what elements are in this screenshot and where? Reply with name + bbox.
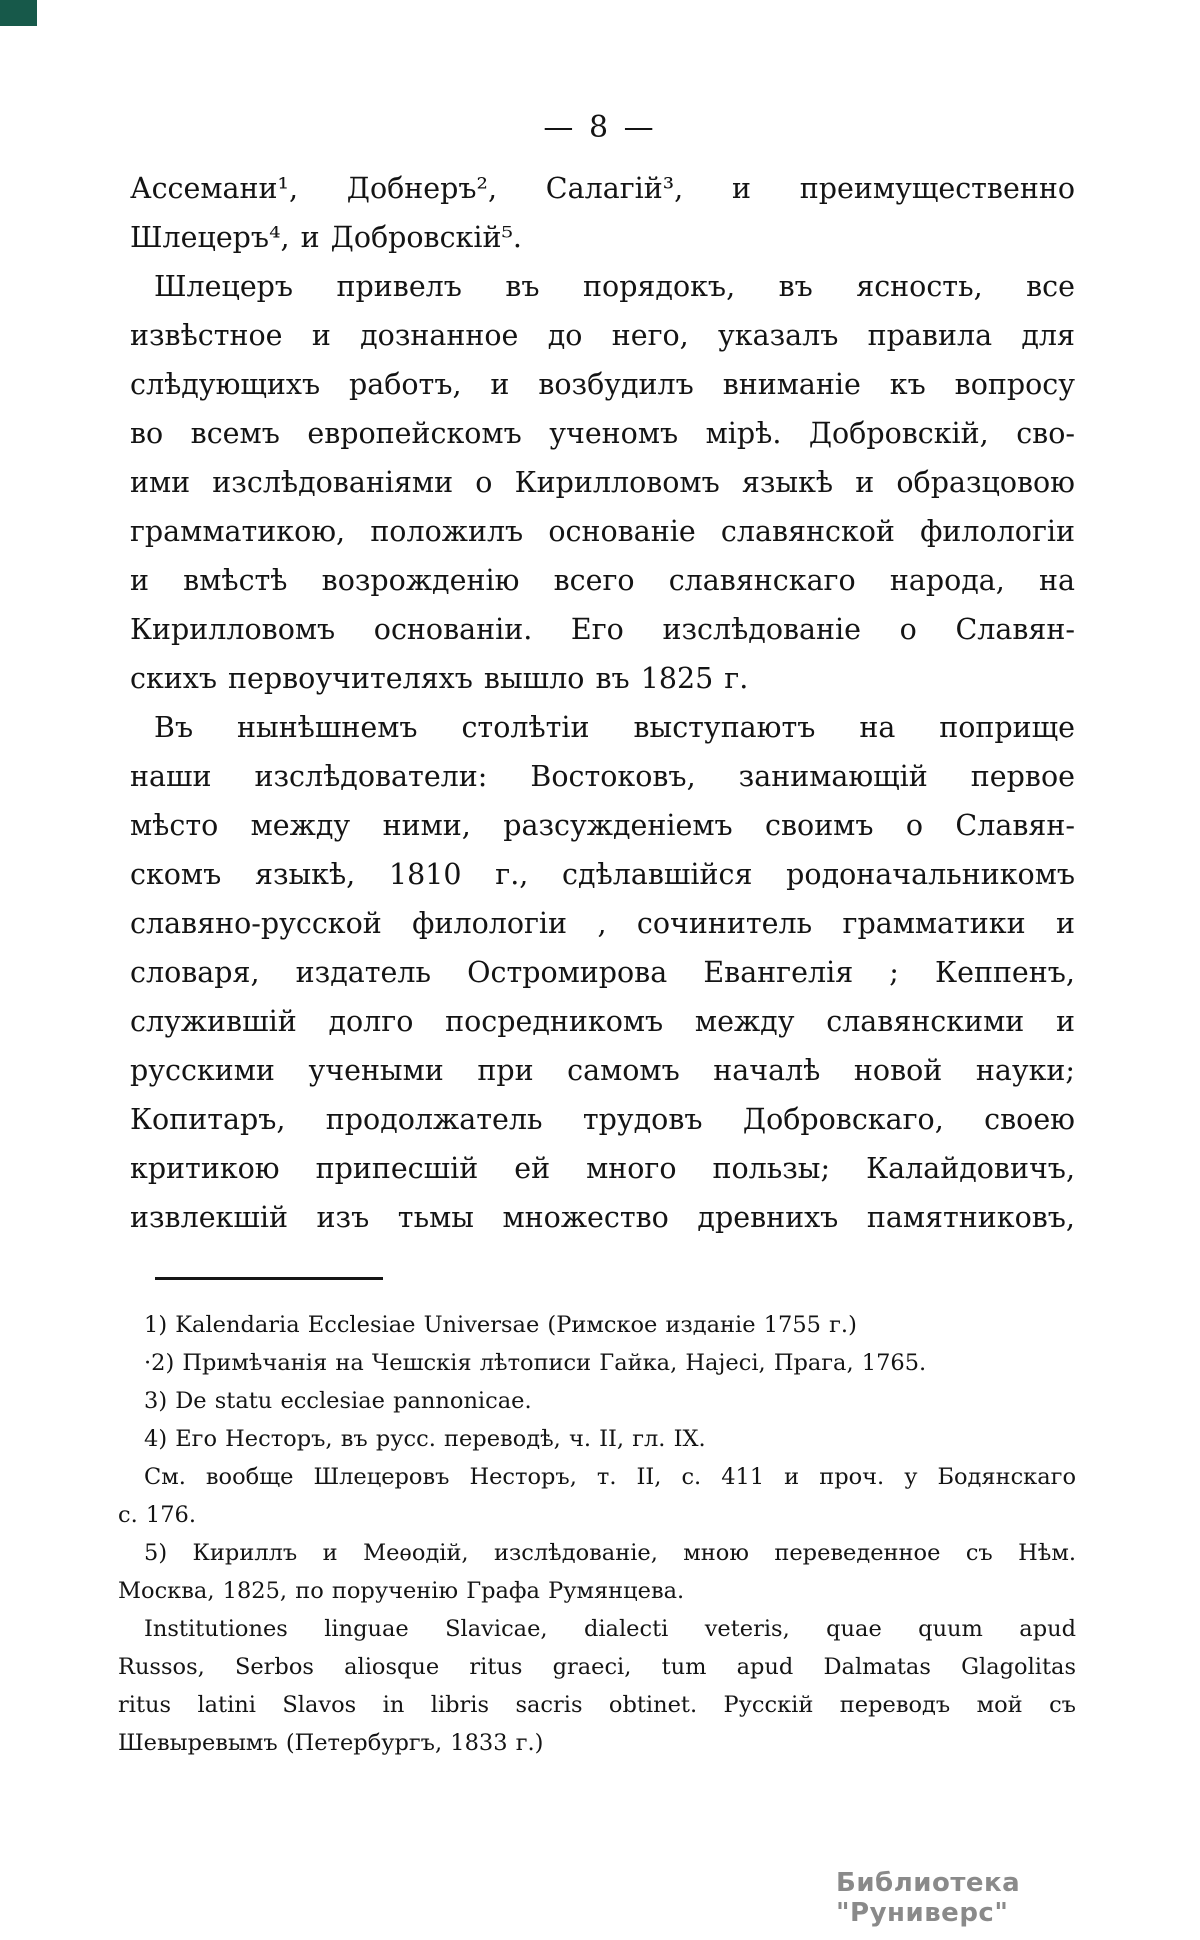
footnote-line: ritus latini Slavos in libris sacris obtinet. Русскій переводъ мой съ [118,1692,1076,1718]
text-line: скихъ первоучителяхъ вышло въ 1825 г. [130,662,749,695]
text-line: критикою припесшій ей много пользы; Калайдовичъ, [130,1152,1075,1185]
footnote-line: Institutiones linguae Slavicae, dialecti veteris, quae quum apud [144,1616,1076,1642]
footnote-line: См. вообще Шлецеровъ Несторъ, т. II, с. 411 и проч. у Бодянскаго [144,1464,1076,1490]
text-line: Ассемани¹, Добнеръ², Салагій³, и преимущественно [130,172,1075,205]
page-number: — 8 — [543,110,657,145]
text-line: славяно-русской филологіи , сочинитель грамматики и [130,907,1075,940]
text-line: наши изслѣдователи: Востоковъ, занимающій первое [130,760,1075,793]
text-line: служившій долго посредникомъ между славянскими и [130,1005,1075,1038]
text-line: словаря, издатель Остромирова Евангелія ; Кеппенъ, [130,956,1075,989]
text-line: Шлецеръ привелъ въ порядокъ, въ ясность, все [154,270,1075,303]
footnotes [118,1306,1076,1762]
footnote-separator [155,1277,383,1280]
text-line: Копитаръ, продолжатель трудовъ Добровскаго, своею [130,1103,1075,1136]
text-line: скомъ языкѣ, 1810 г., сдѣлавшійся родоначальникомъ [130,858,1075,891]
text-line: Шлецеръ⁴, и Добровскій⁵. [130,221,522,254]
footnote-line: Шевыревымъ (Петербургъ, 1833 г.) [118,1730,544,1756]
scan-corner-marker [0,0,37,26]
text-line: ими изслѣдованіями о Кирилловомъ языкѣ и образцовою [130,466,1075,499]
library-watermark: Библиотека "Руниверс" [836,1868,1021,1928]
text-line: русскими учеными при самомъ началѣ новой науки; [130,1054,1075,1087]
footnote-line: 4) Его Несторъ, въ русс. переводѣ, ч. II, гл. IX. [144,1426,706,1452]
footnote-line: Russos, Serbos aliosque ritus graeci, tum apud Dalmatas Glagolitas [118,1654,1076,1680]
footnote-line: с. 176. [118,1502,197,1528]
footnote-line: 3) De statu ecclesiae pannonicae. [144,1388,532,1414]
text-line: и вмѣстѣ возрожденію всего славянскаго народа, на [130,564,1075,597]
text-line: извлекшій изъ тьмы множество древнихъ памятниковъ, [130,1201,1075,1234]
footnote-line: Москва, 1825, по порученію Графа Румянцева. [118,1578,685,1604]
text-line: Кирилловомъ основаніи. Его изслѣдованіе о Славян- [130,613,1075,646]
text-line: грамматикою, положилъ основаніе славянской филологіи [130,515,1075,548]
body-text [130,164,1075,1242]
text-line: извѣстное и дознанное до него, указалъ правила для [130,319,1075,352]
text-line: Въ нынѣшнемъ столѣтіи выступаютъ на поприще [154,711,1075,744]
footnote-line: 5) Кириллъ и Меѳодій, изслѣдованіе, мною переведенное съ Нѣм. [144,1540,1076,1566]
text-line: слѣдующихъ работъ, и возбудилъ вниманіе къ вопросу [130,368,1075,401]
text-line: во всемъ европейскомъ ученомъ мірѣ. Добровскій, сво- [130,417,1075,450]
footnote-line: 1) Kalendaria Ecclesiae Universae (Римское изданіе 1755 г.) [144,1312,857,1338]
footnote-line: ·2) Примѣчанія на Чешскія лѣтописи Гайка, Hajeci, Прага, 1765. [144,1350,927,1376]
text-line: мѣсто между ними, разсужденіемъ своимъ о Славян- [130,809,1075,842]
